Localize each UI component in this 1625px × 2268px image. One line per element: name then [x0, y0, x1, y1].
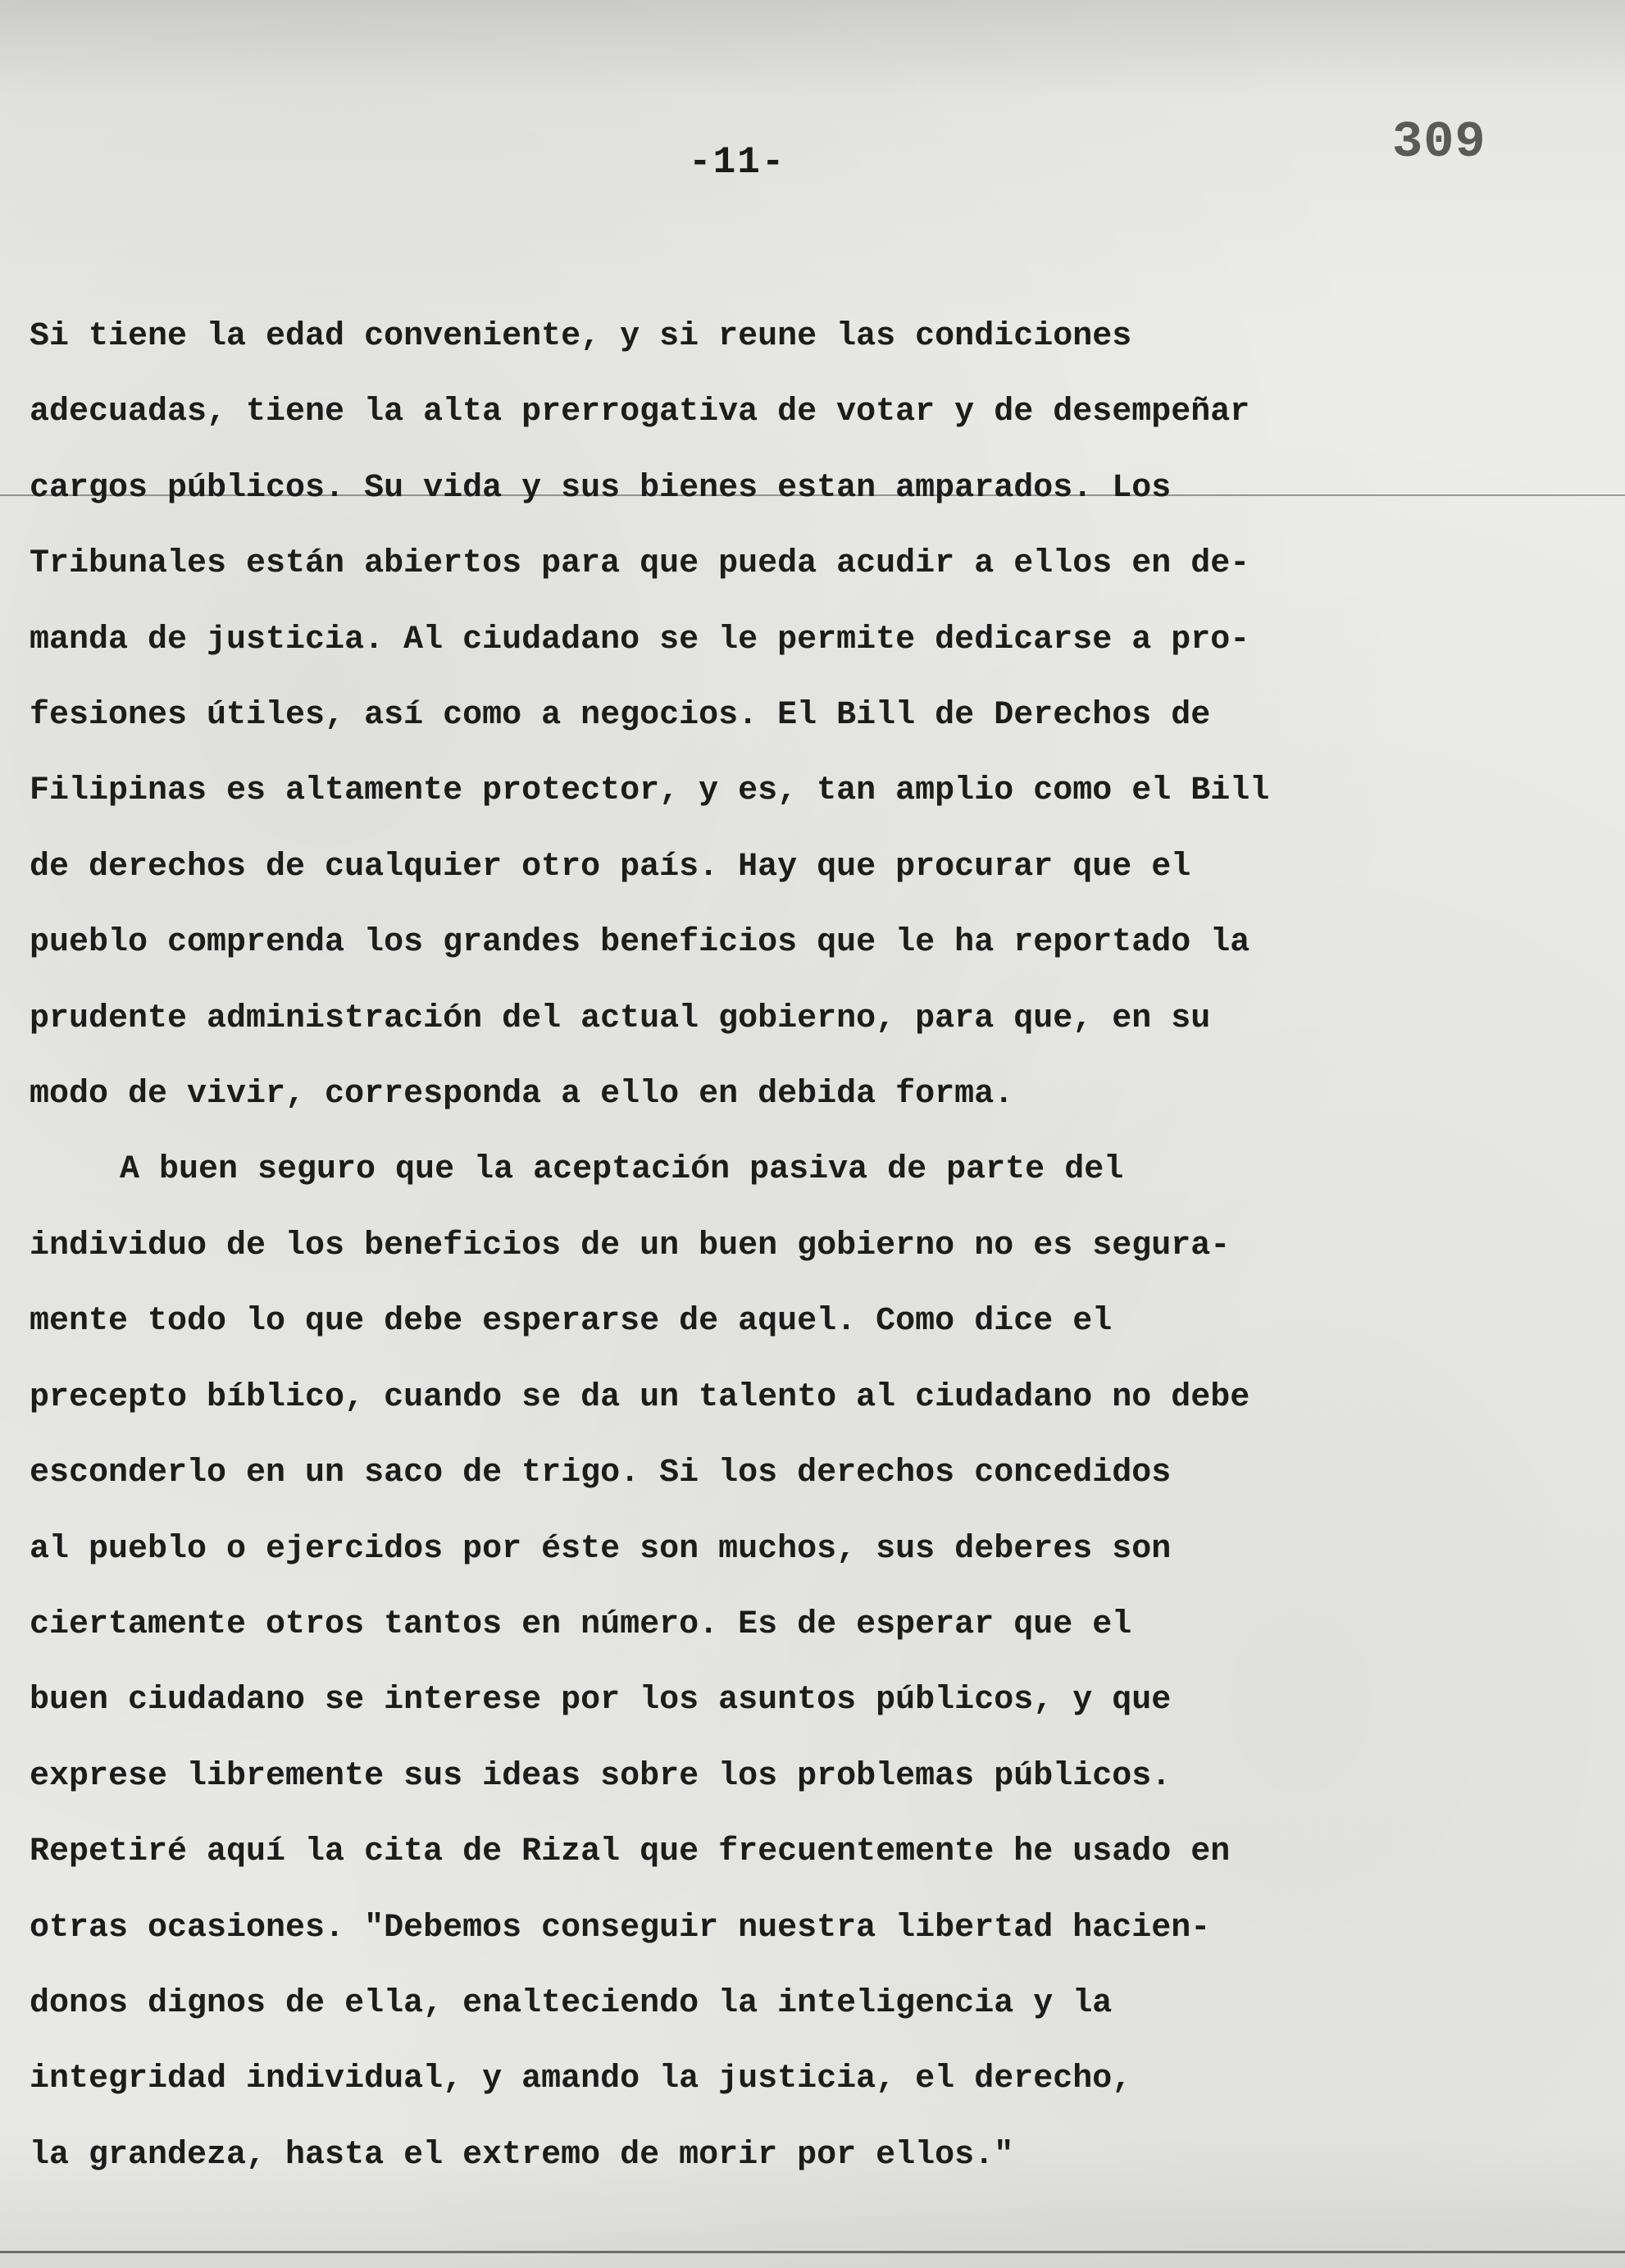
text-line: individuo de los beneficios de un buen gobierno no es segura- [30, 1227, 1231, 1264]
document-body [30, 299, 1489, 2193]
archive-stamp-number: 309 [1392, 113, 1486, 171]
text-line: fesiones útiles, así como a negocios. El Bill de Derechos de [30, 697, 1211, 735]
text-line: exprese libremente sus ideas sobre los problemas públicos. [30, 1757, 1172, 1795]
text-line: buen ciudadano se interese por los asuntos públicos, y que [30, 1682, 1172, 1719]
paragraph-1 [30, 299, 1489, 1132]
text-line: Tribunales están abiertos para que pueda acudir a ellos en de- [30, 545, 1250, 583]
text-line: Repetiré aquí la cita de Rizal que frecuentemente he usado en [30, 1833, 1231, 1871]
page-bottom-edge [0, 2251, 1625, 2253]
text-line: mente todo lo que debe esperarse de aquel. Como dice el [30, 1303, 1113, 1341]
text-line: otras ocasiones. "Debemos conseguir nuestra libertad hacien- [30, 1909, 1211, 1947]
text-line: modo de vivir, corresponda a ello en debida forma. [30, 1076, 1014, 1114]
text-line: de derechos de cualquier otro país. Hay que procurar que el [30, 848, 1191, 886]
text-line: integridad individual, y amando la justicia, el derecho, [30, 2061, 1132, 2098]
text-line: precepto bíblico, cuando se da un talento al ciudadano no debe [30, 1378, 1250, 1416]
text-line: esconderlo en un saco de trigo. Si los derechos concedidos [30, 1455, 1172, 1492]
text-line: Si tiene la edad conveniente, y si reune las condiciones [30, 318, 1132, 355]
text-line: adecuadas, tiene la alta prerrogativa de votar y de desempeñar [30, 394, 1250, 431]
page-number: -11- [689, 141, 786, 184]
text-line: al pueblo o ejercidos por éste son muchos, sus deberes son [30, 1530, 1172, 1568]
text-line: A buen seguro que la aceptación pasiva de parte del [120, 1151, 1124, 1189]
text-line: Filipinas es altamente protector, y es, tan amplio como el Bill [30, 772, 1270, 810]
paragraph-2 [30, 1132, 1489, 2193]
text-line: la grandeza, hasta el extremo de morir por ellos." [30, 2136, 1014, 2174]
text-line: donos dignos de ella, enalteciendo la inteligencia y la [30, 1984, 1113, 2022]
text-line: manda de justicia. Al ciudadano se le permite dedicarse a pro- [30, 621, 1250, 658]
text-line: cargos públicos. Su vida y sus bienes estan amparados. Los [30, 469, 1172, 507]
text-line: pueblo comprenda los grandes beneficios que le ha reportado la [30, 924, 1250, 962]
text-line: prudente administración del actual gobierno, para que, en su [30, 1000, 1211, 1037]
text-line: ciertamente otros tantos en número. Es de esperar que el [30, 1605, 1132, 1643]
